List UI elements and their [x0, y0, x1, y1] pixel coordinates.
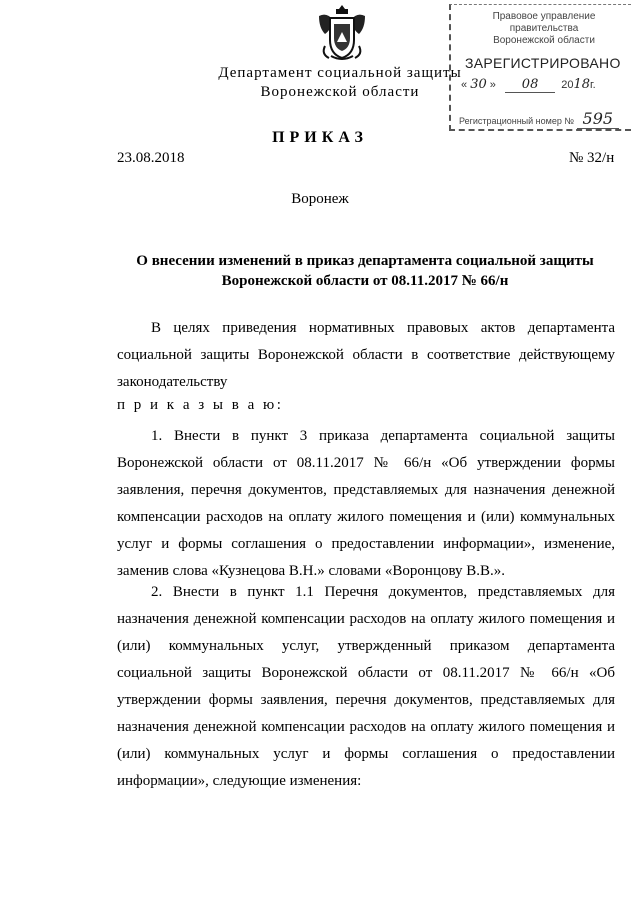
stamp-date-suffix: г. — [590, 79, 596, 91]
stamp-line1: Правовое управление правительства — [492, 11, 596, 34]
stamp-date-year-prefix: 20 — [561, 79, 574, 91]
document-title: ПРИКАЗ — [272, 129, 368, 146]
coat-of-arms-emblem — [313, 2, 371, 62]
document-city: Воронеж — [291, 191, 349, 207]
preamble-paragraph: В целях приведения нормативных правовых актов департамента социальной защиты Воронежской области в соответствие действующему законодательству — [117, 320, 615, 390]
document-date: 23.08.2018 — [117, 150, 185, 166]
registration-stamp — [449, 4, 631, 131]
department-name — [190, 64, 490, 102]
department-line1: Департамент социальной защиты — [218, 65, 462, 81]
item-2-paragraph: 2. Внести в пункт 1.1 Перечня документов, представляемых для назначения денежной компенсации расходов на оплату жилого помещения и (или) коммунальных услуг, утвержденный приказом департамента социальной защиты Воронежской области от 08.11.2017 № 66/н «Об утверждении формы заявления, перечня документов, представляемых для назначения денежной компенсации расходов на оплату жилого помещения и (или) коммунальных услуг и формы соглашения о предоставлении информации», следующие изменения: — [117, 584, 615, 789]
stamp-reg-label: Регистрационный номер № — [459, 116, 575, 126]
department-line2: Воронежской области — [260, 84, 420, 100]
stamp-date-month: 08 — [521, 77, 539, 92]
document-number: № 32/н — [569, 150, 615, 166]
stamp-line2: Воронежской области — [493, 35, 595, 46]
stamp-reg-number-line — [459, 109, 619, 128]
stamp-authority — [459, 11, 629, 47]
document-subject: О внесении изменений в приказ департамента социальной защиты Воронежской области от 08.11.2017 № 66/н — [136, 253, 594, 289]
item-1-paragraph: 1. Внести в пункт 3 приказа департамента социальной защиты Воронежской области от 08.11.2017 № 66/н «Об утверждении формы заявления, перечня документов, представляемых для назначения денежной компенсации расходов на оплату жилого помещения и (или) коммунальных услуг и формы соглашения о предоставлении информации», изменение, заменив слова «Кузнецова В.Н.» словами «Воронцову В.В.». — [117, 428, 615, 579]
stamp-reg-number: 595 — [577, 109, 620, 129]
order-word: п р и к а з ы в а ю: — [117, 397, 284, 413]
stamp-registered: ЗАРЕГИСТРИРОВАНО — [465, 55, 621, 71]
stamp-date-day: 30 — [470, 77, 487, 92]
stamp-date-line: « 30 » 08 2018г. — [461, 77, 596, 92]
stamp-date-year: 18 — [573, 77, 590, 92]
